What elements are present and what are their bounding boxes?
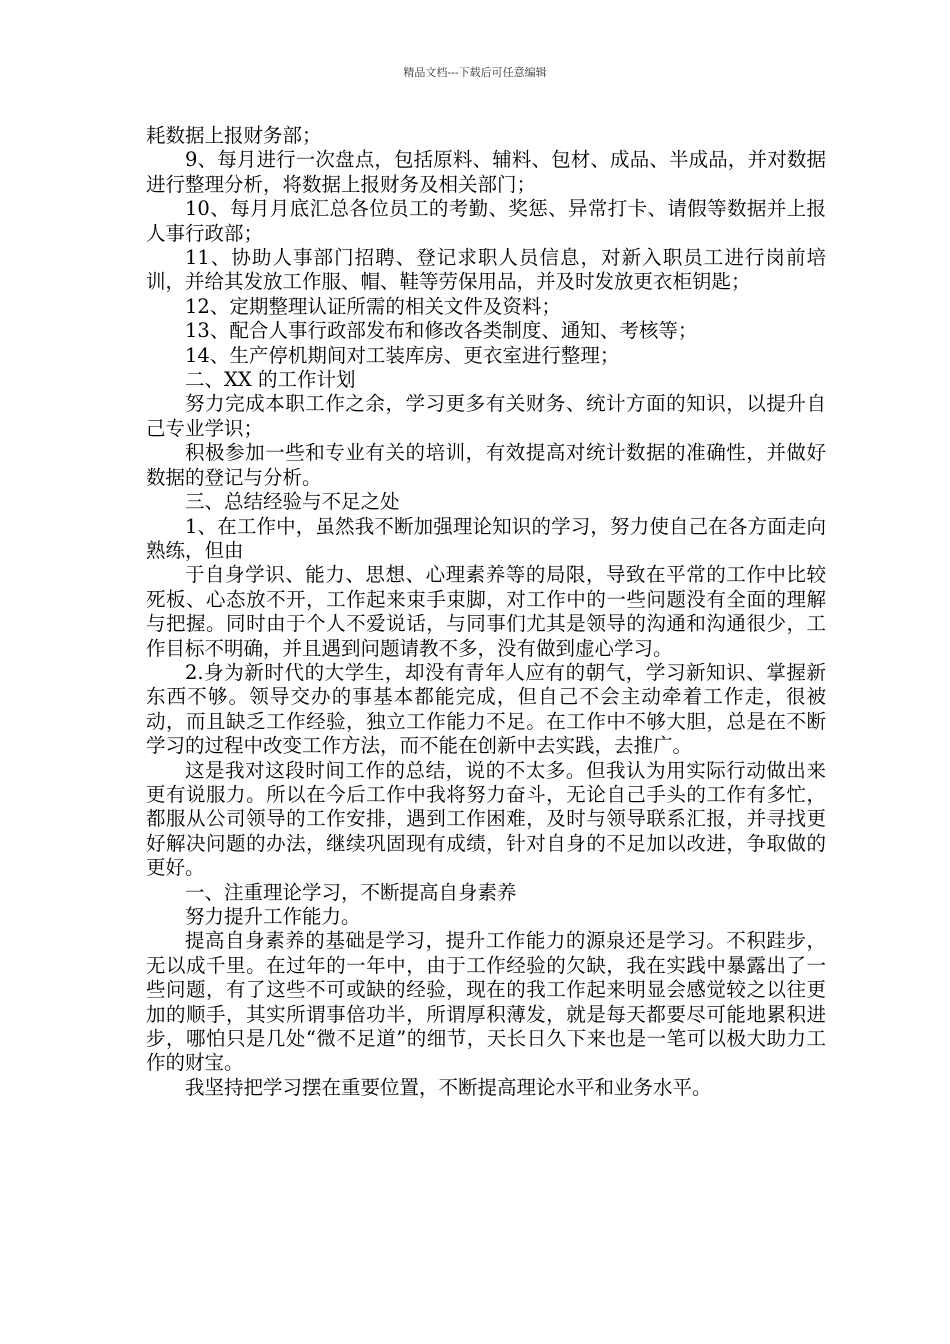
paragraph: 一、注重理论学习，不断提高自身素养 xyxy=(185,880,517,904)
paragraph: 耗数据上报财务部； xyxy=(146,124,322,147)
paragraph: 三、总结经验与不足之处 xyxy=(185,490,400,514)
paragraph: 于自身学识、能力、思想、心理素养等的局限，导致在平常的工作中比较死板、心态放不开，工作起来束手束脚，对工作中的一些问题没有全面的理解与把握。同时由于个人不爱说话，与同事们尤其是领导的沟通和沟通很少，工作目标不明确，并且遇到问题请教不多，没有做到虚心学习。 xyxy=(146,563,826,660)
paragraph: 9、每月进行一次盘点，包括原料、辅料、包材、成品、半成品，并对数据进行整理分析，将数据上报财务及相关部门； xyxy=(146,148,826,196)
paragraph: 10、每月月底汇总各位员工的考勤、奖惩、异常打卡、请假等数据并上报人事行政部； xyxy=(146,197,826,245)
paragraph: 13、配合人事行政部发布和修改各类制度、通知、考核等； xyxy=(185,319,698,343)
paragraph: 1、在工作中，虽然我不断加强理论知识的学习，努力使自己在各方面走向熟练，但由 xyxy=(146,514,826,562)
paragraph: 这是我对这段时间工作的总结，说的不太多。但我认为用实际行动做出来更有说服力。所以在今后工作中我将努力奋斗，无论自己手头的工作有多忙，都服从公司领导的工作安排，遇到工作困难，及时与领导联系汇报，并寻找更好解决问题的办法，继续巩固现有成绩，针对自身的不足加以改进，争取做的更好。 xyxy=(146,758,826,880)
page-header: 精品文档---下载后可任意编辑 xyxy=(403,66,547,79)
paragraph: 积极参加一些和专业有关的培训，有效提高对统计数据的准确性，并做好数据的登记与分析。 xyxy=(146,441,826,489)
paragraph: 提高自身素养的基础是学习，提升工作能力的源泉还是学习。不积跬步，无以成千里。在过年的一年中，由于工作经验的欠缺，我在实践中暴露出了一些问题，有了这些不可或缺的经验，现在的我工作起来明显会感觉较之以往更加的顺手，其实所谓事倍功半，所谓厚积薄发，就是每天都要尽可能地累积进步，哪怕只是几处“微不足道”的细节，天长日久下来也是一笔可以极大助力工作的财宝。 xyxy=(146,929,826,1075)
paragraph: 14、生产停机期间对工装库房、更衣室进行整理； xyxy=(185,343,620,367)
paragraph: 我坚持把学习摆在重要位置，不断提高理论水平和业务水平。 xyxy=(185,1075,712,1099)
paragraph: 努力完成本职工作之余，学习更多有关财务、统计方面的知识，以提升自己专业学识； xyxy=(146,392,826,440)
document-body xyxy=(146,124,826,1100)
paragraph: 努力提升工作能力。 xyxy=(185,905,361,928)
paragraph: 2.身为新时代的大学生，却没有青年人应有的朝气，学习新知识、掌握新东西不够。领导交办的事基本都能完成，但自己不会主动牵着工作走，很被动，而且缺乏工作经验，独立工作能力不足。在工作中不够大胆，总是在不断学习的过程中改变工作方法，而不能在创新中去实践，去推广。 xyxy=(146,660,826,758)
paragraph: 二、XX 的工作计划 xyxy=(185,368,356,392)
paragraph: 11、协助人事部门招聘、登记求职人员信息，对新入职员工进行岗前培训，并给其发放工作服、帽、鞋等劳保用品，并及时发放更衣柜钥匙； xyxy=(146,246,826,294)
paragraph: 12、定期整理认证所需的相关文件及资料； xyxy=(185,294,561,318)
